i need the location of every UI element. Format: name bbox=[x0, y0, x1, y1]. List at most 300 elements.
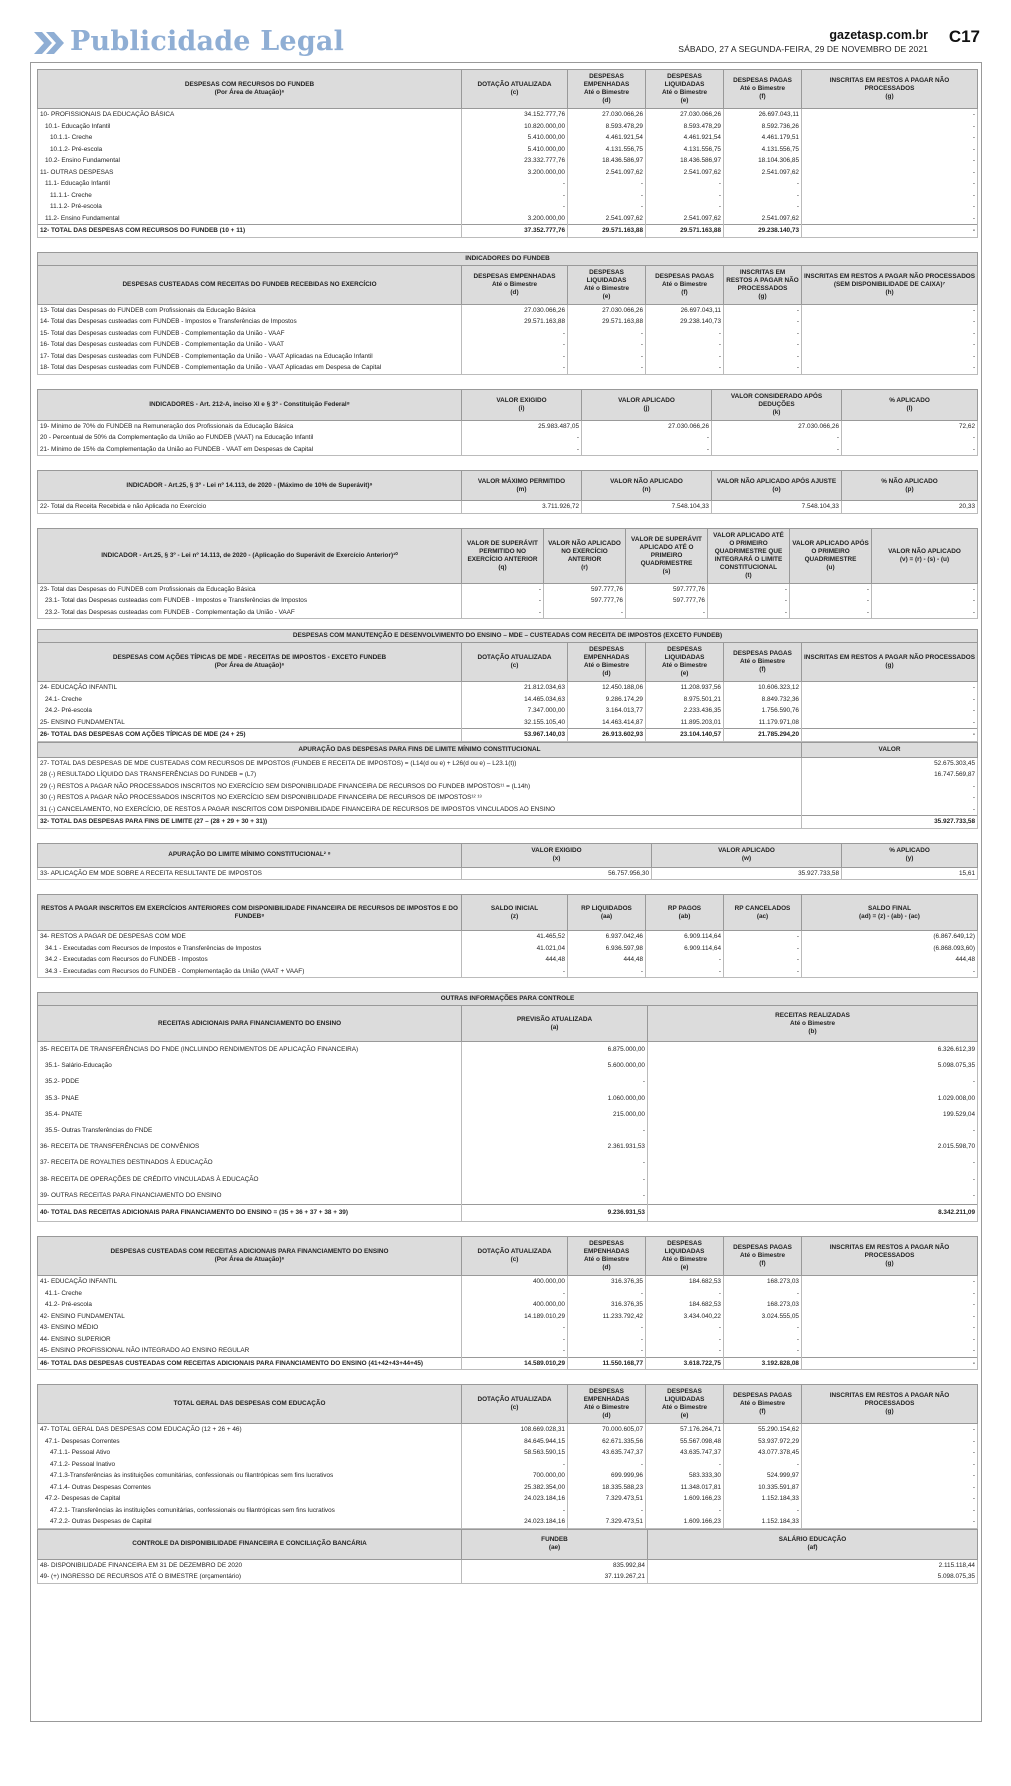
row-label: 34- RESTOS A PAGAR DE DESPESAS COM MDE bbox=[38, 931, 462, 943]
cell-value: 199.529,04 bbox=[648, 1107, 978, 1123]
table-row bbox=[38, 1139, 978, 1155]
row-label: 11- OUTRAS DESPESAS bbox=[38, 167, 462, 179]
cell-value: 1.029.008,00 bbox=[648, 1091, 978, 1107]
cell-value: - bbox=[802, 729, 978, 742]
row-label: 47.1.3-Transferências às instituições comunitárias, confessionais ou filantrópicas sem fins lucrativos bbox=[38, 1470, 462, 1482]
cell-value: 3.164.013,77 bbox=[568, 705, 646, 717]
cell-value: 8.975.501,21 bbox=[646, 694, 724, 706]
cell-value: - bbox=[802, 1424, 978, 1436]
cell-value: - bbox=[802, 328, 978, 340]
cell-value: - bbox=[802, 351, 978, 363]
cell-value: 316.376,35 bbox=[568, 1276, 646, 1288]
cell-value: - bbox=[462, 178, 568, 190]
cell-value: - bbox=[646, 954, 724, 966]
table-row bbox=[38, 316, 978, 328]
cell-value: 37.119.267,21 bbox=[462, 1571, 648, 1583]
cell-value: - bbox=[462, 1505, 568, 1517]
cell-value: 3.024.555,05 bbox=[724, 1311, 802, 1323]
cell-value: 2.541.097,62 bbox=[568, 167, 646, 179]
cell-value: - bbox=[802, 1493, 978, 1505]
section-title: Publicidade Legal bbox=[70, 26, 345, 57]
row-label: 10- PROFISSIONAIS DA EDUCAÇÃO BÁSICA bbox=[38, 109, 462, 121]
cell-value: - bbox=[712, 444, 842, 456]
cell-value: 2.233.436,35 bbox=[646, 705, 724, 717]
cell-value: - bbox=[724, 304, 802, 316]
cell-value: - bbox=[462, 201, 568, 213]
cell-value: 55.567.098,48 bbox=[646, 1436, 724, 1448]
cell-value: - bbox=[872, 607, 978, 619]
cell-value: - bbox=[802, 225, 978, 238]
t6-table bbox=[37, 629, 978, 742]
cell-value: - bbox=[802, 705, 978, 717]
cell-value: 1.152.184,33 bbox=[724, 1516, 802, 1528]
cell-value: 23.104.140,57 bbox=[646, 729, 724, 742]
cell-value: - bbox=[802, 1334, 978, 1346]
table-row bbox=[38, 1436, 978, 1448]
cell-value: - bbox=[462, 1123, 648, 1139]
t7-col-header: % APLICADO (y) bbox=[842, 843, 978, 867]
cell-value: - bbox=[568, 1459, 646, 1471]
cell-value: - bbox=[568, 190, 646, 202]
cell-value: 56.757.956,30 bbox=[462, 867, 652, 880]
cell-value: 34.152.777,76 bbox=[462, 109, 568, 121]
table-row bbox=[38, 1571, 978, 1583]
table-row bbox=[38, 607, 978, 619]
table-row bbox=[38, 1058, 978, 1074]
cell-value: 10.606.323,12 bbox=[724, 682, 802, 694]
cell-value: - bbox=[582, 432, 712, 444]
section-spacer bbox=[37, 1222, 977, 1236]
t2-col-header: DESPESAS LIQUIDADAS Até o Bimestre (e) bbox=[568, 265, 646, 304]
table-row bbox=[38, 804, 978, 816]
table-row bbox=[38, 966, 978, 978]
t10-col-header: DESPESAS CUSTEADAS COM RECEITAS ADICIONAIS PARA FINANCIAMENTO DO ENSINO (Por Área de Atuação)⁶ bbox=[38, 1237, 462, 1276]
cell-value: - bbox=[646, 362, 724, 374]
cell-value: 72,62 bbox=[842, 420, 978, 432]
t4-col-header: VALOR MÁXIMO PERMITIDO (m) bbox=[462, 471, 582, 501]
t11-col-header: INSCRITAS EM RESTOS A PAGAR NÃO PROCESSADOS (g) bbox=[802, 1385, 978, 1424]
cell-value: 11.233.792,42 bbox=[568, 1311, 646, 1323]
cell-value: - bbox=[842, 432, 978, 444]
table-row bbox=[38, 190, 978, 202]
cell-value: - bbox=[802, 1516, 978, 1528]
cell-value: - bbox=[802, 682, 978, 694]
t6-col-header: DESPESAS COM AÇÕES TÍPICAS DE MDE - RECEITAS DE IMPOSTOS - EXCETO FUNDEB (Por Área de Atuação)⁶ bbox=[38, 643, 462, 682]
table-row bbox=[38, 1424, 978, 1436]
cell-value: - bbox=[646, 328, 724, 340]
cell-value: - bbox=[802, 155, 978, 167]
cell-value: 597.777,76 bbox=[544, 583, 626, 595]
t8-col-header: RP CANCELADOS (ac) bbox=[724, 895, 802, 931]
table-row bbox=[38, 144, 978, 156]
row-label: 16- Total das Despesas custeadas com FUNDEB - Complementação da União - VAAT bbox=[38, 339, 462, 351]
cell-value: 444,48 bbox=[802, 954, 978, 966]
table-row bbox=[38, 867, 978, 880]
cell-value: - bbox=[724, 1322, 802, 1334]
row-label: 26- TOTAL DAS DESPESAS COM AÇÕES TÍPICAS DE MDE (24 + 25) bbox=[38, 729, 462, 742]
table-row bbox=[38, 121, 978, 133]
cell-value: 444,48 bbox=[462, 954, 568, 966]
cell-value: 27.030.066,26 bbox=[568, 109, 646, 121]
cell-value: - bbox=[646, 339, 724, 351]
cell-value: 18.104.306,85 bbox=[724, 155, 802, 167]
table-row bbox=[38, 444, 978, 456]
cell-value: - bbox=[648, 1074, 978, 1090]
row-label: 40- TOTAL DAS RECEITAS ADICIONAIS PARA FINANCIAMENTO DO ENSINO = (35 + 36 + 37 + 38 + 39) bbox=[38, 1205, 462, 1222]
t7-col-header: VALOR APLICADO (w) bbox=[652, 843, 842, 867]
cell-value: 7.329.473,51 bbox=[568, 1493, 646, 1505]
t4-col-header: % NÃO APLICADO (p) bbox=[842, 471, 978, 501]
cell-value: 6.909.114,64 bbox=[646, 943, 724, 955]
t12-col-header: SALÁRIO EDUCAÇÃO (af) bbox=[648, 1529, 978, 1559]
cell-value: - bbox=[462, 1334, 568, 1346]
cell-value: - bbox=[802, 1447, 978, 1459]
row-label: 17- Total das Despesas custeadas com FUNDEB - Complementação da União - VAAT Aplicadas na Educação Infantil bbox=[38, 351, 462, 363]
table-row bbox=[38, 432, 978, 444]
cell-value: - bbox=[462, 583, 544, 595]
cell-value: - bbox=[646, 201, 724, 213]
t11-col-header: DOTAÇÃO ATUALIZADA (c) bbox=[462, 1385, 568, 1424]
section-spacer bbox=[37, 375, 977, 389]
cell-value: 5.410.000,00 bbox=[462, 132, 568, 144]
cell-value: - bbox=[462, 1322, 568, 1334]
cell-value: - bbox=[802, 304, 978, 316]
cell-value: - bbox=[462, 1155, 648, 1171]
cell-value: - bbox=[724, 178, 802, 190]
row-label: 25- ENSINO FUNDAMENTAL bbox=[38, 717, 462, 729]
t8-col-header: RESTOS A PAGAR INSCRITOS EM EXERCÍCIOS ANTERIORES COM DISPONIBILIDADE FINANCEIRA DE RECURSOS DE IMPOSTOS E DO FUNDEB⁸ bbox=[38, 895, 462, 931]
t2-col-header: INSCRITAS EM RESTOS A PAGAR NÃO PROCESSADOS (g) bbox=[724, 265, 802, 304]
site-url[interactable]: gazetasp.com.br bbox=[829, 28, 928, 42]
row-label: 34.2 - Executadas com Recursos do FUNDEB - Impostos bbox=[38, 954, 462, 966]
cell-value: 444,48 bbox=[568, 954, 646, 966]
cell-value: - bbox=[802, 781, 978, 793]
cell-value: 6.875.000,00 bbox=[462, 1042, 648, 1059]
cell-value: - bbox=[648, 1123, 978, 1139]
row-label: 35.4- PNATE bbox=[38, 1107, 462, 1123]
cell-value: 35.927.733,58 bbox=[652, 867, 842, 880]
cell-value: 1.609.166,23 bbox=[646, 1493, 724, 1505]
t4-col-header: VALOR NÃO APLICADO APÓS AJUSTE (o) bbox=[712, 471, 842, 501]
table-row bbox=[38, 1276, 978, 1288]
cell-value: 15,61 bbox=[842, 867, 978, 880]
cell-value: 21.785.294,20 bbox=[724, 729, 802, 742]
t4-col-header: VALOR NÃO APLICADO (n) bbox=[582, 471, 712, 501]
cell-value: 18.436.586,97 bbox=[646, 155, 724, 167]
row-label: 45- ENSINO PROFISSIONAL NÃO INTEGRADO AO ENSINO REGULAR bbox=[38, 1345, 462, 1357]
cell-value: - bbox=[568, 1334, 646, 1346]
row-label: 13- Total das Despesas do FUNDEB com Profissionais da Educação Básica bbox=[38, 304, 462, 316]
edition-date: SÁBADO, 27 A SEGUNDA-FEIRA, 29 DE NOVEMBRO DE 2021 bbox=[678, 44, 928, 54]
cell-value: 53.937.972,29 bbox=[724, 1436, 802, 1448]
cell-value: (6.867.649,12) bbox=[802, 931, 978, 943]
t6-sub-header: VALOR bbox=[802, 742, 978, 757]
t11-col-header: DESPESAS LIQUIDADAS Até o Bimestre (e) bbox=[646, 1385, 724, 1424]
t6-col-header: DESPESAS EMPENHADAS Até o Bimestre (d) bbox=[568, 643, 646, 682]
cell-value: - bbox=[802, 717, 978, 729]
row-label: 47.2.2- Outras Despesas de Capital bbox=[38, 1516, 462, 1528]
cell-value: - bbox=[872, 583, 978, 595]
cell-value: - bbox=[646, 1459, 724, 1471]
row-label: 43- ENSINO MÉDIO bbox=[38, 1322, 462, 1334]
cell-value: - bbox=[646, 1288, 724, 1300]
cell-value: 5.098.075,35 bbox=[648, 1058, 978, 1074]
t10-table bbox=[37, 1236, 978, 1370]
cell-value: - bbox=[568, 178, 646, 190]
cell-value: - bbox=[724, 943, 802, 955]
cell-value: - bbox=[568, 201, 646, 213]
cell-value: 3.434.040,22 bbox=[646, 1311, 724, 1323]
cell-value: - bbox=[462, 1459, 568, 1471]
t7-col-header: VALOR EXIGIDO (x) bbox=[462, 843, 652, 867]
cell-value: 21.812.034,63 bbox=[462, 682, 568, 694]
t1-col-header: DESPESAS EMPENHADAS Até o Bimestre (d) bbox=[568, 70, 646, 109]
cell-value: 55.290.154,62 bbox=[724, 1424, 802, 1436]
table-row bbox=[38, 1459, 978, 1471]
t10-col-header: DESPESAS PAGAS Até o Bimestre (f) bbox=[724, 1237, 802, 1276]
cell-value: 1.756.590,76 bbox=[724, 705, 802, 717]
cell-value: 168.273,03 bbox=[724, 1276, 802, 1288]
row-label: 47.2.1- Transferências às instituições comunitárias, confessionais ou filantrópicas sem fins lucrativos bbox=[38, 1505, 462, 1517]
t2-col-header: INSCRITAS EM RESTOS A PAGAR NÃO PROCESSADOS (SEM DISPONIBILIDADE DE CAIXA)⁷ (h) bbox=[802, 265, 978, 304]
cell-value: - bbox=[712, 432, 842, 444]
cell-value: 29.571.163,88 bbox=[462, 316, 568, 328]
cell-value: 1.060.000,00 bbox=[462, 1091, 648, 1107]
table-row bbox=[38, 501, 978, 514]
cell-value: 8.342.211,09 bbox=[648, 1205, 978, 1222]
cell-value: - bbox=[462, 1345, 568, 1357]
cell-value: - bbox=[462, 607, 544, 619]
cell-value: 10.820.000,00 bbox=[462, 121, 568, 133]
cell-value: 2.541.097,62 bbox=[724, 213, 802, 225]
cell-value: - bbox=[724, 1505, 802, 1517]
table-row bbox=[38, 717, 978, 729]
section-spacer bbox=[37, 619, 977, 629]
cell-value: 62.671.335,56 bbox=[568, 1436, 646, 1448]
cell-value: - bbox=[724, 966, 802, 978]
row-label: 27- TOTAL DAS DESPESAS DE MDE CUSTEADAS COM RECURSOS DE IMPOSTOS (FUNDEB E RECEITA DE IMPOSTOS) = (L14(d ou e) + L26(d ou e) – L23.1(t)) bbox=[38, 757, 802, 769]
cell-value: - bbox=[790, 583, 872, 595]
t7-table bbox=[37, 843, 978, 881]
cell-value: - bbox=[724, 931, 802, 943]
row-label: 30 (-) RESTOS A PAGAR NÃO PROCESSADOS INSCRITOS NO EXERCÍCIO SEM DISPONIBILIDADE FINANCEIRA DE RECURSOS DE IMPOSTOS¹² ¹³ bbox=[38, 792, 802, 804]
t10-total-row bbox=[38, 1357, 978, 1370]
cell-value: - bbox=[802, 132, 978, 144]
cell-value: 1.609.166,23 bbox=[646, 1516, 724, 1528]
table-row bbox=[38, 1322, 978, 1334]
cell-value: - bbox=[724, 328, 802, 340]
cell-value: 1.152.184,33 bbox=[724, 1493, 802, 1505]
t2-col-header: DESPESAS PAGAS Até o Bimestre (f) bbox=[646, 265, 724, 304]
t8-col-header: SALDO FINAL (ad) = (z) - (ab) - (ac) bbox=[802, 895, 978, 931]
cell-value: 4.461.179,51 bbox=[724, 132, 802, 144]
t6-sub-table bbox=[37, 742, 978, 829]
cell-value: 25.983.487,05 bbox=[462, 420, 582, 432]
t6-banner: DESPESAS COM MANUTENÇÃO E DESENVOLVIMENTO DO ENSINO – MDE – CUSTEADAS COM RECEITA DE IMPOSTOS (EXCETO FUNDEB) bbox=[38, 630, 978, 643]
cell-value: 16.747.569,87 bbox=[802, 769, 978, 781]
cell-value: 6.909.114,64 bbox=[646, 931, 724, 943]
section-spacer bbox=[37, 978, 977, 992]
t12-col-header: FUNDEB (ae) bbox=[462, 1529, 648, 1559]
row-label: 39- OUTRAS RECEITAS PARA FINANCIAMENTO DO ENSINO bbox=[38, 1188, 462, 1205]
cell-value: - bbox=[708, 583, 790, 595]
cell-value: - bbox=[790, 607, 872, 619]
cell-value: - bbox=[462, 1288, 568, 1300]
row-label: 10.1- Educação Infantil bbox=[38, 121, 462, 133]
row-label: 18- Total das Despesas custeadas com FUNDEB - Complementação da União - VAAT Aplicadas em Despesa de Capital bbox=[38, 362, 462, 374]
row-label: 41.1- Creche bbox=[38, 1288, 462, 1300]
cell-value: - bbox=[648, 1188, 978, 1205]
cell-value: 35.927.733,58 bbox=[802, 816, 978, 829]
cell-value: 11.895.203,01 bbox=[646, 717, 724, 729]
t1-col-header: DESPESAS LIQUIDADAS Até o Bimestre (e) bbox=[646, 70, 724, 109]
row-label: 49- (+) INGRESSO DE RECURSOS ATÉ O BIMESTRE (orçamentário) bbox=[38, 1571, 462, 1583]
row-label: 48- DISPONIBILIDADE FINANCEIRA EM 31 DE DEZEMBRO DE 2020 bbox=[38, 1559, 462, 1571]
cell-value: - bbox=[462, 339, 568, 351]
cell-value: 27.030.066,26 bbox=[568, 304, 646, 316]
row-label: 31 (-) CANCELAMENTO, NO EXERCÍCIO, DE RESTOS A PAGAR INSCRITOS COM DISPONIBILIDADE FINANCEIRA DE RECURSOS DE IMPOSTOS VINCULADOS AO ENSINO bbox=[38, 804, 802, 816]
row-label: 35- RECEITA DE TRANSFERÊNCIAS DO FNDE (INCLUINDO RENDIMENTOS DE APLICAÇÃO FINANCEIRA) bbox=[38, 1042, 462, 1059]
cell-value: - bbox=[802, 178, 978, 190]
table-row bbox=[38, 304, 978, 316]
cell-value: - bbox=[872, 595, 978, 607]
cell-value: 18.436.586,97 bbox=[568, 155, 646, 167]
cell-value: - bbox=[802, 1482, 978, 1494]
table-row bbox=[38, 213, 978, 225]
cell-value: - bbox=[802, 1470, 978, 1482]
table-row bbox=[38, 1123, 978, 1139]
row-label: 19- Mínimo de 70% do FUNDEB na Remuneração dos Profissionais da Educação Básica bbox=[38, 420, 462, 432]
table-row bbox=[38, 954, 978, 966]
t12-table bbox=[37, 1529, 978, 1584]
cell-value: - bbox=[802, 1311, 978, 1323]
t3-table bbox=[37, 389, 978, 457]
cell-value: 9.286.174,29 bbox=[568, 694, 646, 706]
cell-value: - bbox=[568, 362, 646, 374]
cell-value: - bbox=[802, 1357, 978, 1370]
cell-value: 14.463.414,87 bbox=[568, 717, 646, 729]
cell-value: - bbox=[568, 328, 646, 340]
table-row bbox=[38, 1074, 978, 1090]
cell-value: 29.238.140,73 bbox=[646, 316, 724, 328]
cell-value: 4.461.921,54 bbox=[646, 132, 724, 144]
t1-total-row bbox=[38, 225, 978, 238]
t6-col-header: INSCRITAS EM RESTOS A PAGAR NÃO PROCESSADOS (g) bbox=[802, 643, 978, 682]
cell-value: 5.410.000,00 bbox=[462, 144, 568, 156]
legal-notice-frame bbox=[30, 62, 982, 1722]
cell-value: 26.697.043,11 bbox=[646, 304, 724, 316]
cell-value: 400.000,00 bbox=[462, 1276, 568, 1288]
t3-col-header: % APLICADO (l) bbox=[842, 389, 978, 420]
row-label: 10.1.2- Pré-escola bbox=[38, 144, 462, 156]
cell-value: 597.777,76 bbox=[626, 595, 708, 607]
row-label: 35.2- PDDE bbox=[38, 1074, 462, 1090]
cell-value: 58.563.590,15 bbox=[462, 1447, 568, 1459]
t1-col-header: INSCRITAS EM RESTOS A PAGAR NÃO PROCESSADOS (g) bbox=[802, 70, 978, 109]
t5-col-header: VALOR APLICADO APÓS O PRIMEIRO QUADRIMESTRE (u) bbox=[790, 528, 872, 583]
cell-value: - bbox=[462, 595, 544, 607]
cell-value: - bbox=[724, 1334, 802, 1346]
cell-value: 43.077.378,45 bbox=[724, 1447, 802, 1459]
t1-table bbox=[37, 69, 978, 238]
cell-value: - bbox=[648, 1155, 978, 1171]
masthead-info bbox=[678, 28, 928, 54]
table-row bbox=[38, 1311, 978, 1323]
cell-value: 3.711.926,72 bbox=[462, 501, 582, 514]
cell-value: 29.571.163,88 bbox=[568, 225, 646, 238]
t5-col-header: INDICADOR - Art.25, § 3º - Lei nº 14.113, de 2020 - (Aplicação do Superávit de Exercício Anterior)¹⁰ bbox=[38, 528, 462, 583]
table-row bbox=[38, 1172, 978, 1188]
cell-value: - bbox=[802, 121, 978, 133]
table-row bbox=[38, 1188, 978, 1205]
cell-value: - bbox=[802, 1276, 978, 1288]
cell-value: - bbox=[648, 1172, 978, 1188]
cell-value: 699.999,96 bbox=[568, 1470, 646, 1482]
t11-col-header: TOTAL GERAL DAS DESPESAS COM EDUCAÇÃO bbox=[38, 1385, 462, 1424]
row-label: 23.2- Total das Despesas custeadas com FUNDEB - Complementação da União - VAAF bbox=[38, 607, 462, 619]
cell-value: 23.332.777,76 bbox=[462, 155, 568, 167]
cell-value: 168.273,03 bbox=[724, 1299, 802, 1311]
cell-value: 4.131.556,75 bbox=[724, 144, 802, 156]
t8-col-header: RP LIQUIDADOS (aa) bbox=[568, 895, 646, 931]
t2-banner: INDICADORES DO FUNDEB bbox=[38, 252, 978, 265]
cell-value: 29.571.163,88 bbox=[568, 316, 646, 328]
row-label: 10.2- Ensino Fundamental bbox=[38, 155, 462, 167]
t6-total-row bbox=[38, 729, 978, 742]
table-row bbox=[38, 781, 978, 793]
t5-col-header: VALOR NÃO APLICADO (v) = (r) - (s) - (u) bbox=[872, 528, 978, 583]
cell-value: - bbox=[646, 1322, 724, 1334]
cell-value: 8.849.732,36 bbox=[724, 694, 802, 706]
cell-value: 11.208.937,56 bbox=[646, 682, 724, 694]
cell-value: - bbox=[802, 201, 978, 213]
table-row bbox=[38, 595, 978, 607]
cell-value: 7.329.473,51 bbox=[568, 1516, 646, 1528]
row-label: 10.1.1- Creche bbox=[38, 132, 462, 144]
row-label: 44- ENSINO SUPERIOR bbox=[38, 1334, 462, 1346]
cell-value: - bbox=[568, 351, 646, 363]
cell-value: - bbox=[724, 1288, 802, 1300]
cell-value: - bbox=[582, 444, 712, 456]
t1-col-header: DESPESAS COM RECURSOS DO FUNDEB (Por Área de Atuação)⁶ bbox=[38, 70, 462, 109]
cell-value: 27.030.066,26 bbox=[582, 420, 712, 432]
row-label: 11.1- Educação Infantil bbox=[38, 178, 462, 190]
table-row bbox=[38, 1447, 978, 1459]
cell-value: 3.192.828,08 bbox=[724, 1357, 802, 1370]
cell-value: 184.682,53 bbox=[646, 1299, 724, 1311]
row-label: 24.2- Pré-escola bbox=[38, 705, 462, 717]
cell-value: 84.645.944,15 bbox=[462, 1436, 568, 1448]
cell-value: 70.000.605,07 bbox=[568, 1424, 646, 1436]
t6-col-header: DOTAÇÃO ATUALIZADA (c) bbox=[462, 643, 568, 682]
cell-value: 11.179.971,08 bbox=[724, 717, 802, 729]
masthead bbox=[30, 24, 980, 64]
cell-value: 29.238.140,73 bbox=[724, 225, 802, 238]
cell-value: 11.348.017,81 bbox=[646, 1482, 724, 1494]
table-row bbox=[38, 362, 978, 374]
row-label: 34.3 - Executadas com Recursos do FUNDEB - Complementação da União (VAAT + VAAF) bbox=[38, 966, 462, 978]
t11-col-header: DESPESAS EMPENHADAS Até o Bimestre (d) bbox=[568, 1385, 646, 1424]
row-label: 11.1.2- Pré-escola bbox=[38, 201, 462, 213]
cell-value: 524.999,97 bbox=[724, 1470, 802, 1482]
table-row bbox=[38, 1345, 978, 1357]
t3-col-header: VALOR EXIGIDO (i) bbox=[462, 389, 582, 420]
cell-value: - bbox=[646, 966, 724, 978]
cell-value: (6.868.093,60) bbox=[802, 943, 978, 955]
row-label: 35.5- Outras Transferências do FNDE bbox=[38, 1123, 462, 1139]
row-label: 47.1.2- Pessoal Inativo bbox=[38, 1459, 462, 1471]
row-label: 21- Mínimo de 15% da Complementação da União ao FUNDEB - VAAT em Despesas de Capital bbox=[38, 444, 462, 456]
